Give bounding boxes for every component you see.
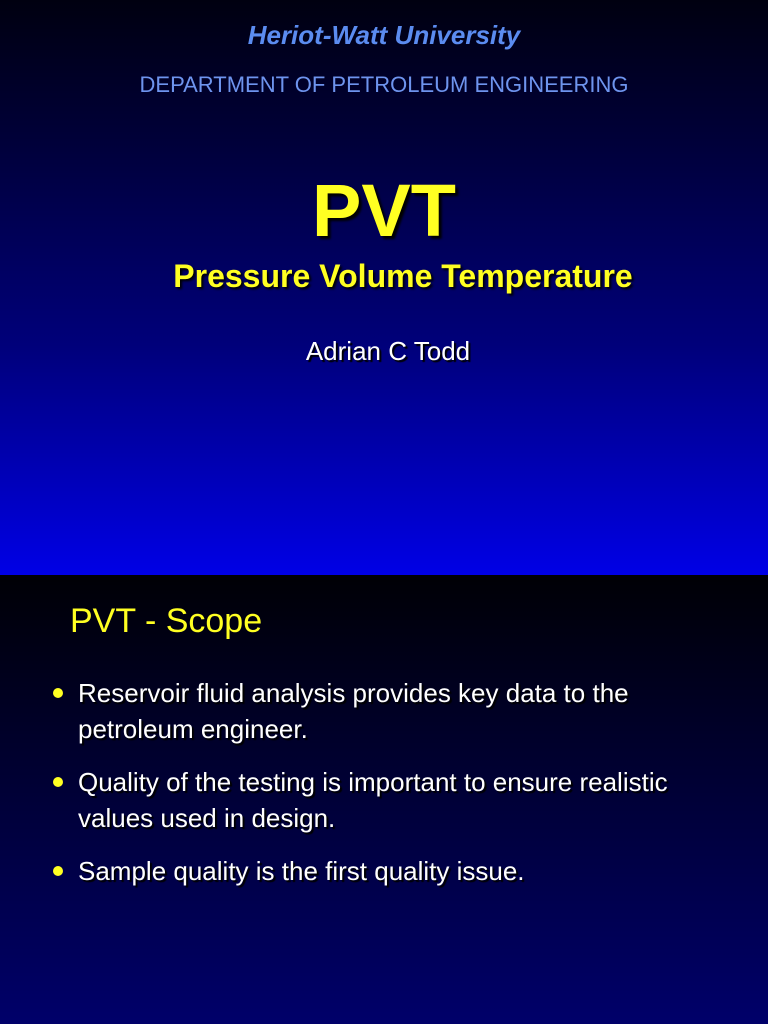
- bullet-item: [48, 764, 688, 836]
- bullet-text: Reservoir fluid analysis provides key data to the petroleum engineer.: [78, 678, 629, 744]
- scope-slide: [0, 575, 768, 1024]
- presentation-title: PVT: [312, 169, 456, 252]
- bullet-item: [48, 675, 688, 747]
- author-name: Adrian C Todd: [305, 336, 471, 366]
- bullet-item: [48, 853, 688, 889]
- department-name: DEPARTMENT OF PETROLEUM ENGINEERING: [139, 72, 629, 97]
- presentation-subtitle: Pressure Volume Temperature: [173, 258, 633, 294]
- scope-slide-title: PVT - Scope: [70, 602, 263, 640]
- bullet-dot-icon: [53, 688, 63, 698]
- bullet-list: [48, 675, 688, 906]
- bullet-dot-icon: [53, 777, 63, 787]
- bullet-text: Quality of the testing is important to ensure realistic values used in design.: [78, 767, 668, 833]
- university-name: Heriot-Watt University: [247, 20, 521, 50]
- bullet-text: Sample quality is the first quality issue.: [78, 856, 525, 886]
- bullet-dot-icon: [53, 866, 63, 876]
